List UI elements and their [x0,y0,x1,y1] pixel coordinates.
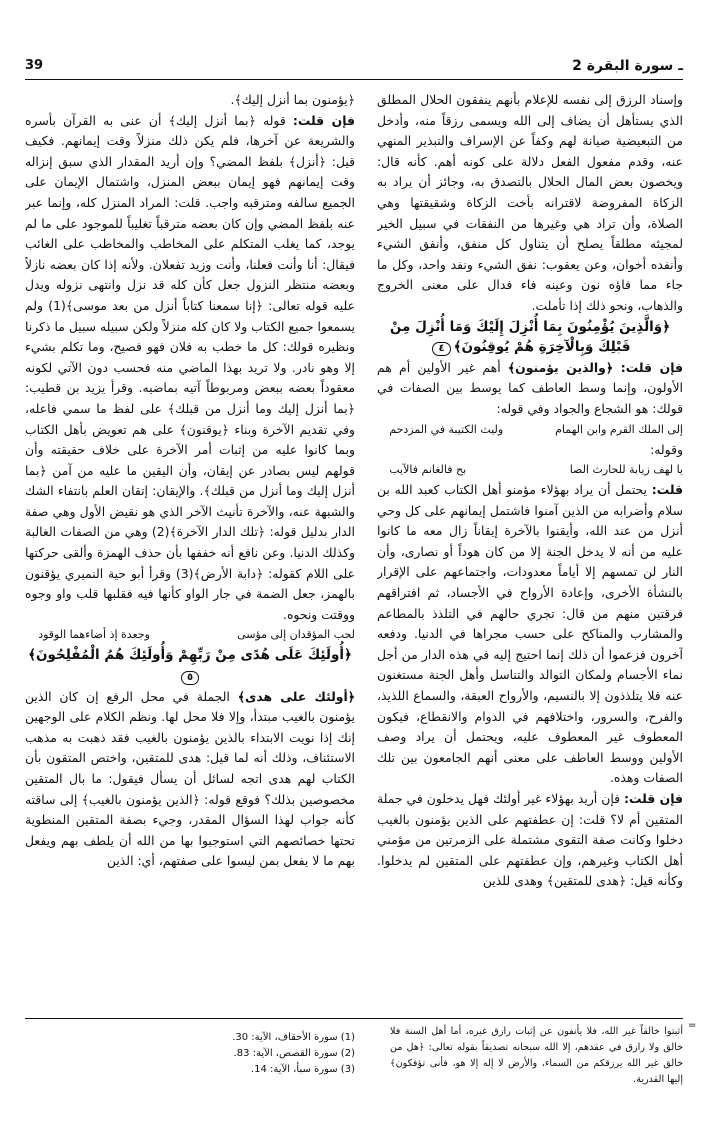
paragraph-text: وقوله: [650,441,683,457]
question-lead: فإن قلت: [624,791,683,806]
paragraph [25,90,355,111]
footnote-1: (1) سورة الأحقاف، الآية: 30. [232,1032,355,1043]
poem-first-hemistich: لحب المؤقدان إلى مؤسى [237,628,355,642]
left-text-column [25,90,355,1005]
footnote-divider [25,1018,683,1019]
poem-verse [25,625,355,645]
question-lead: فإن قلت: [292,112,355,128]
poem-first-hemistich: يا لهف زيابة للحارث الصا [569,463,683,477]
footnote-3: (3) سورة سبأ، الآية: 14. [250,1064,355,1075]
poem-second-hemistich: بح فالغانم فالآيب [389,463,467,477]
poem-line [377,420,683,440]
quran-verse [25,645,355,686]
paragraph-text: قوله ﴿بما أنزل إليك﴾ أن عنى به القرآن بأسره والشريعة عن آخرها، فلم يكن ذلك منزلاً وقت إيمانهم. فكيف قيل: ﴿أنزل﴾ بلفظ المضي؟ وإن أريد المقدار الذي سبق إنزاله وقت إيمانهم فهو إيمان ببعض المنزل، واشتمال الإيمان على الجميع سالفه ومترقبه واجب. قلت: المراد المنزل كله، وإنما عبر عنه بلفظ المضي وإن كان بعضه مترقباً تغليباً للموجود على ما لم يوجد، كما يغلب المتكلم على المخاطب والمخاطب على الغائب فيقال: أنا وأنت فعلنا، وأنت وزيد تفعلان. ولأنه إذا كان بعضه نازلاً وبعضه منتظر النزول جعل كأن كله قد نزل وانتهى نزوله ويدل عليه قوله تعالى: ﴿إنا سمعنا كتاباً أنزل من بعد موسى﴾(1) ولم يسمعوا جميع الكتاب ولا كان كله منزلاً ولكن سبيله سبيل ما ذكرنا ونظيره قولك: كل ما خطب به فلان فهو فصيح، وما تكلم بشيء إلا وهو نادر. ولا تريد بهذا الماضي منه فحسب دون الآتي لكونه معقوداً بعضه ببعض ومربوطاً آتيه بماضيه. وقرأ يزيد بن قطيب: ﴿بما أنزل إليك وما أنزل من قبلك﴾ على لفظ ما سمي فاعله، وفي تقديم الآخرة وبناء ﴿يوقنون﴾ على هم تعويض بأهل الكتاب وبما كانوا عليه من إثبات أمر الآخرة على خلاف حقيقته وأن قولهم ليس بصادر عن إيقان، وأن اليقين ما عليه من آمن ﴿بما أنزل إليك وما أنزل من قبلك﴾. والإيقان: إتقان العلم بانتفاء الشك والشبهة عنه، والآخرة تأنيث الآخر الذي هو نقيض الأول وهي صفة الدار بدليل قوله: ﴿تلك الدار الآخرة﴾(2) وهي من الصفات الغالبة وكذلك الدنيا. وعن نافع أنه خففها بأن حذف الهمزة وألقى حركتها على اللام كقوله: ﴿دابة الأرض﴾(3) وقرأ أبو حية النميري يؤقنون بالهمز، جعل الضمة في جار الواو كأنها فيه فقلبها قلب واو وجوه ووقتت ونحوه. [25,112,355,622]
paragraph [377,90,683,317]
question-lead: قلت: [651,482,683,498]
surah-title: 2 ـ سورة البقرة [572,58,683,74]
paragraph [377,789,683,892]
poem-first-hemistich: إلى الملك القرم وابن الهمام [555,422,683,436]
paragraph [377,358,683,420]
footnote-continued: أثبتوا خالقاً غير الله، فلا يأنفون عن إثبات رازق غيره، أما أهل السنة فلا خالق ولا رازق في عقدهم، إلا الله سبحانه تصديقاً بقوله تعالى: ﴿هل من خالق غير الله يرزقكم من السماء، والأرض لا إله إلا هو، فأنى تؤفكون﴾ إليها القدرية. [390,1026,683,1085]
paragraph [377,440,683,461]
header-rule [25,79,683,80]
poem-line [25,625,355,645]
quran-verse [377,317,683,358]
poem-verse [377,460,683,480]
verse-text: ﴿وَالَّذِينَ يُؤْمِنُونَ بِمَا أُنْزِلَ إِلَيْكَ وَمَا أُنْزِلَ مِنْ قَبْلِكَ وَبِالْآخِرَةِ هُمْ يُوقِنُونَ﴾ [389,318,671,356]
paragraph [377,480,683,789]
footnote-2: (2) سورة القصص، الآية: 83. [233,1048,355,1059]
question-lead: ﴿أولئك على هدى﴾ [237,688,355,704]
poem-line [377,460,683,480]
verse-number: ٥ [181,671,199,685]
paragraph-text: أهم غير الأولين أم هم الأولون، وإنما وسط العاطف كما يوسط بين الصفات في قولك: هو الشجاع والجواد وفي قوله: [377,359,683,416]
page-header [25,58,683,80]
paragraph [25,111,355,626]
right-text-column [377,90,683,1005]
paragraph-text: الجملة في محل الرفع إن كان الذين يؤمنون بالغيب مبتدأ، وإلا فلا محل لها. ونظم الكلام على الوجهين إنك إذا نويت الابتداء بالذين يؤمنون بالغيب فقد ذهبت به مذهب الاستئناف، وذلك أنه لما قيل: هدى للمتقين، واختص المتقون بأن الكتاب لهم هدى اتجه لسائل أن يسأل فيقول: ما بال المتقين مخصوصين بذلك؟ فوقع قوله: ﴿الذين يؤمنون بالغيب﴾ إلى ساقته كأنه جواب لهذا السؤال المقدر، وجيء بصفة المتقين المنطوية تحتها خصائصهم التي استوجبوا بها من الله أن يلطف بهم ويفعل بهم ما لا يفعل بمن ليسوا على صفتهم، أي: الذين [25,688,355,869]
footnotes-references [200,1030,355,1078]
paragraph-text: ﴿يؤمنون بما أنزل إليك﴾. [230,92,355,107]
footnote-continuation-mark: = [688,1020,697,1031]
poem-verse [377,420,683,440]
question-lead: فإن قلت: ﴿والذين يؤمنون﴾ [507,359,683,375]
paragraph [25,687,355,872]
paragraph-text: فإن أريد بهؤلاء غير أولئك فهل يدخلون في جملة المتقين أم لا؟ قلت: إن عطفتهم على الذين يؤمنون بالغيب دخلوا وكانت صفة التقوى مشتملة على الزمرتين من مؤمني أهل الكتاب وغيرهم، وإن عطفتهم على المتقين لم يدخلوا. وكأنه قيل: ﴿هدى للمتقين﴾ وهدى للذين [377,791,683,889]
poem-second-hemistich: وجعدة إذ أضاءهما الوقود [38,628,150,642]
verse-text: ﴿أُولَئِكَ عَلَى هُدًى مِنْ رَبِّهِمْ وَأُولَئِكَ هُمُ الْمُفْلِحُونَ﴾ [28,647,352,664]
poem-second-hemistich: وليث الكتيبة في المزدحم [389,422,504,436]
verse-number: ٤ [432,342,450,356]
page-number: 39 [25,58,44,73]
paragraph-text: يحتمل أن يراد بهؤلاء مؤمنو أهل الكتاب كعبد الله بن سلام وأضرابه من الذين آمنوا فاشتمل إيمانهم على كل وحي أنزل من عند الله، وأيقنوا بالآخرة إيقاناً زال معه ما كانوا عليه من أنه لا يدخل الجنة إلا من كان هوداً أو نصارى، وأن النار لن تمسهم إلا أياماً معدودات، واجتماعهم على الإقرار بالنشأة الأخرى، وإعادة الأرواح في الأجساد، ثم افتراقهم فرقتين منهم من قال: تجري حالهم في التلذذ بالمطاعم والمشارب والمناكح على حسب مجراها في الدنيا. ودفعه آخرون فزعموا أن ذلك إنما احتيج إليه في هذه الدار من أجل نماء الأجسام ولمكان التوالد والتناسل وأهل الجنة مستغنون عنه فلا يتلذذون إلا بالنسيم، والأرواح العبقة، والسماع اللذيذ، والفرح، والسرور، واختلافهم في الدوام والانقطاع، فيكون المعطوف غير المعطوف عليه، ويحتمل أن يراد وصف الأولين ووسط العاطف على معنى أنهم الجامعون بين تلك الصفات وهذه. [377,482,683,786]
paragraph-text: وإسناد الرزق إلى نفسه للإعلام بأنهم ينفقون الحلال المطلق الذي يستأهل أن يضاف إلى الله ويسمى رزقاً منه، وأدخل من التبعيضية صيانة لهم وكفاً عن الإسراف والتبذير المنهي عنه، وقدم مفعول الفعل دلالة على كونه أهم. كأنه قال: ويخصون بعض المال الحلال بالتصدق به، وجائز أن يراد به الزكاة المفروضة لاقترانه بأخت الزكاة وشقيقتها وهي الصلاة، وأن تراد هي وغيرها من النفقات في سبيل الخير لمجيئه مطلقاً يصلح أن يتناول كل منفق، وأنفق الشيء وأنفده أخوان، وعن يعقوب: نفق الشيء ونفد واحد، وكل ما جاء مما فاؤه نون وعينه فاء فدال على معنى الخروج والذهاب، ونحو ذلك إذا تأملت. [377,92,683,313]
